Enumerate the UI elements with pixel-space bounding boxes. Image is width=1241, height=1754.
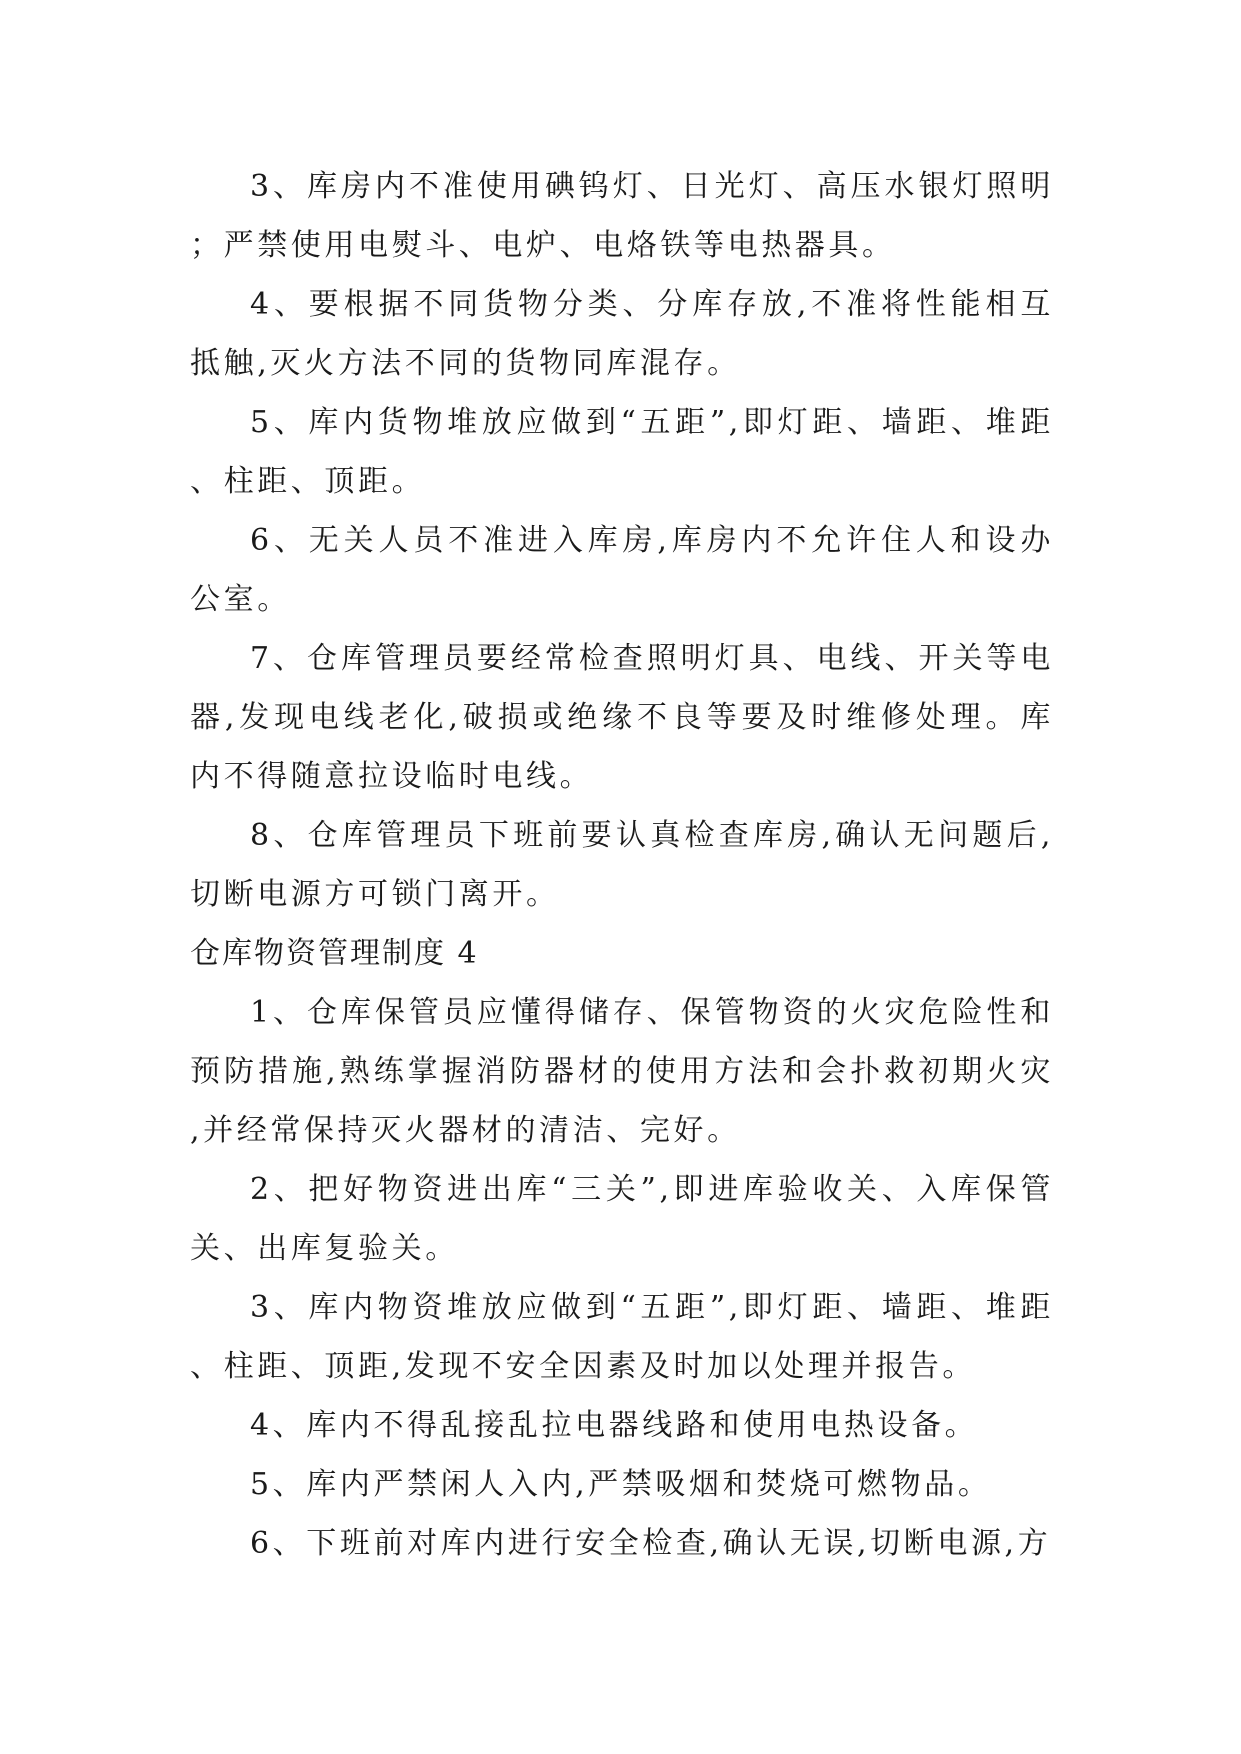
paragraph-rule-6: 6、无关人员不准进入库房,库房内不允许住人和设办公室。	[190, 523, 1054, 617]
section-heading: 仓库物资管理制度 4	[190, 936, 479, 971]
paragraph-rule-5: 5、库内货物堆放应做到“五距”,即灯距、墙距、堆距、柱距、顶距。	[190, 405, 1054, 499]
paragraph-rule-8: 8、仓库管理员下班前要认真检查库房,确认无问题后,切断电源方可锁门离开。	[190, 818, 1054, 912]
paragraph-section4-rule-2: 2、把好物资进出库“三关”,即进库验收关、入库保管关、出库复验关。	[190, 1172, 1054, 1266]
paragraph-section4-rule-1: 1、仓库保管员应懂得储存、保管物资的火灾危险性和预防措施,熟练掌握消防器材的使用方法和会扑救初期火灾,并经常保持灭火器材的清洁、完好。	[190, 995, 1054, 1148]
document-body	[190, 157, 1054, 1573]
paragraph-rule-7: 7、仓库管理员要经常检查照明灯具、电线、开关等电器,发现电线老化,破损或绝缘不良等要及时维修处理。库内不得随意拉设临时电线。	[190, 641, 1054, 794]
paragraph-section4-rule-4: 4、库内不得乱接乱拉电器线路和使用电热设备。	[250, 1408, 979, 1443]
paragraph-rule-4: 4、要根据不同货物分类、分库存放,不准将性能相互抵触,灭火方法不同的货物同库混存。	[190, 287, 1054, 381]
paragraph-rule-3: 3、库房内不准使用碘钨灯、日光灯、高压水银灯照明；严禁使用电熨斗、电炉、电烙铁等电热器具。	[190, 169, 1054, 263]
paragraph-section4-rule-5: 5、库内严禁闲人入内,严禁吸烟和焚烧可燃物品。	[250, 1467, 992, 1502]
paragraph-section4-rule-6: 6、下班前对库内进行安全检查,确认无误,切断电源,方	[250, 1526, 1052, 1561]
paragraph-section4-rule-3: 3、库内物资堆放应做到“五距”,即灯距、墙距、堆距、柱距、顶距,发现不安全因素及时加以处理并报告。	[190, 1290, 1054, 1384]
